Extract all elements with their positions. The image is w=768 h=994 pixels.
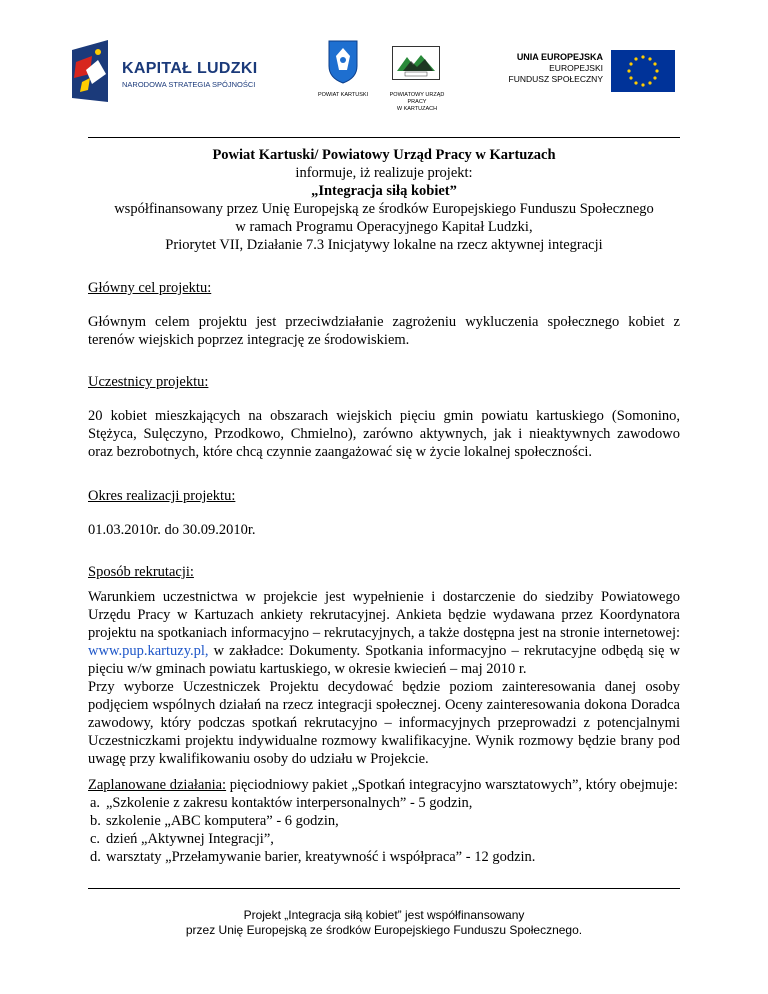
goal-text: Głównym celem projektu jest przeciwdziałanie zagrożeniu wykluczenia społecznego kobiet z terenów wiejskich poprzez integrację ze środowiskiem.	[88, 314, 680, 348]
eu-flag-icon	[611, 50, 675, 92]
list-item: c. dzień „Aktywnej Integracji”,	[90, 831, 274, 847]
participants-text: 20 kobiet mieszkających na obszarach wiejskich pięciu gmin powiatu kartuskiego (Somonino, Stężyca, Sulęczyno, Przodkowo, Chmielno), zarówno aktywnych, jak i nieaktywnych zawodowo oraz bezrobotnych, które chcą czynnie zaangażować się w życie lokalnej społeczności.	[88, 408, 680, 460]
list-item: b. szkolenie „ABC komputera” - 6 godzin,	[90, 813, 339, 829]
period-text: 01.03.2010r. do 30.09.2010r.	[88, 522, 256, 538]
recruitment-heading: Sposób rekrutacji:	[88, 564, 194, 580]
footer-line-1: Projekt „Integracja siłą kobiet” jest współfinansowany	[243, 908, 525, 922]
pup-logo	[388, 46, 466, 116]
intro-cofinanced: współfinansowany przez Unię Europejską ze środków Europejskiego Funduszu Społecznego	[114, 201, 654, 217]
participants-section	[88, 373, 680, 461]
intro-priority: Priorytet VII, Działanie 7.3 Inicjatywy lokalne na rzecz aktywnej integracji	[165, 237, 603, 253]
footer	[88, 908, 680, 938]
intro-organization: Powiat Kartuski/ Powiatowy Urząd Pracy w Kartuzach	[212, 147, 556, 163]
powiat-kartuski-label: POWIAT KARTUSKI	[317, 92, 369, 98]
kapital-ludzki-title: KAPITAŁ LUDZKI	[122, 60, 258, 77]
pup-website-link[interactable]: www.pup.kartuzy.pl,	[88, 643, 209, 659]
coat-of-arms-icon	[328, 40, 358, 84]
header-logos	[0, 0, 768, 130]
eu-text: UNIA EUROPEJSKA EUROPEJSKI FUNDUSZ SPOŁECZNY	[508, 52, 603, 84]
eu-logo	[505, 50, 675, 98]
kapital-ludzki-subtitle: NARODOWA STRATEGIA SPÓJNOŚCI	[122, 80, 256, 89]
pup-label: POWIATOWY URZĄD PRACY W KARTUZACH	[389, 92, 445, 112]
bottom-divider	[88, 888, 680, 889]
goal-section	[88, 279, 680, 349]
list-item: d. warsztaty „Przełamywanie barier, kreatywność i współpraca” - 12 godzin.	[90, 849, 536, 865]
activities-intro: Zaplanowane działania: pięciodniowy pakiet „Spotkań integracyjno warsztatowych”, który obejmuje:	[88, 777, 678, 793]
recruitment-section	[88, 563, 680, 768]
period-heading: Okres realizacji projektu:	[88, 488, 236, 504]
goal-heading: Główny cel projektu:	[88, 280, 212, 296]
activities-section	[88, 776, 680, 866]
participants-heading: Uczestnicy projektu:	[88, 374, 209, 390]
footer-line-2: przez Unię Europejską ze środków Europejskiego Funduszu Społecznego.	[185, 923, 583, 937]
powiat-kartuski-logo	[318, 40, 368, 110]
intro-informs: informuje, iż realizuje projekt:	[295, 165, 473, 181]
intro-block	[60, 146, 708, 254]
period-section	[88, 487, 680, 539]
project-title: „Integracja siłą kobiet”	[311, 183, 457, 199]
activities-list	[90, 794, 680, 866]
top-divider	[88, 137, 680, 138]
activities-heading: Zaplanowane działania:	[88, 777, 227, 793]
recruitment-text-1: Warunkiem uczestnictwa w projekcie jest wypełnienie i dostarczenie do siedziby Powiatowego Urzędu Pracy w Kartuzach ankiety rekrutacyjnej. Ankieta będzie wydawana przez Koordynatora projektu na spotkaniach informacyjno – rekrutacyjnych, a także dostępna jest na stronie internetowej: www.pup.kartuzy.pl, w zakładce: Dokumenty. Spotkania informacyjno – rekrutacyjne odbędą się w pięciu w/w gminach powiatu kartuskiego, w okresie kwiecień – maj 2010 r.	[88, 589, 680, 677]
kapital-ludzki-logo	[68, 40, 278, 110]
intro-programme: w ramach Programu Operacyjnego Kapitał Ludzki,	[235, 219, 533, 235]
pup-emblem-icon	[392, 46, 440, 80]
list-item: a. „Szkolenie z zakresu kontaktów interpersonalnych” - 5 godzin,	[90, 795, 473, 811]
kapital-ludzki-emblem-icon	[68, 40, 112, 106]
recruitment-text-2: Przy wyborze Uczestniczek Projektu decydować będzie poziom zainteresowania danej osoby podjęciem wspólnych działań na rzecz integracji społecznej. Oceny zainteresowania dokona Doradca zawodowy, który podczas spotkań rekrutacyjno – informacyjnych przeprowadzi z potencjalnymi Uczestniczkami projektu indywidualne rozmowy kwalifikacyjne. Wynik rozmowy będzie brany pod uwagę przy kwalifikowaniu osoby do udziału w Projekcie.	[88, 679, 680, 767]
